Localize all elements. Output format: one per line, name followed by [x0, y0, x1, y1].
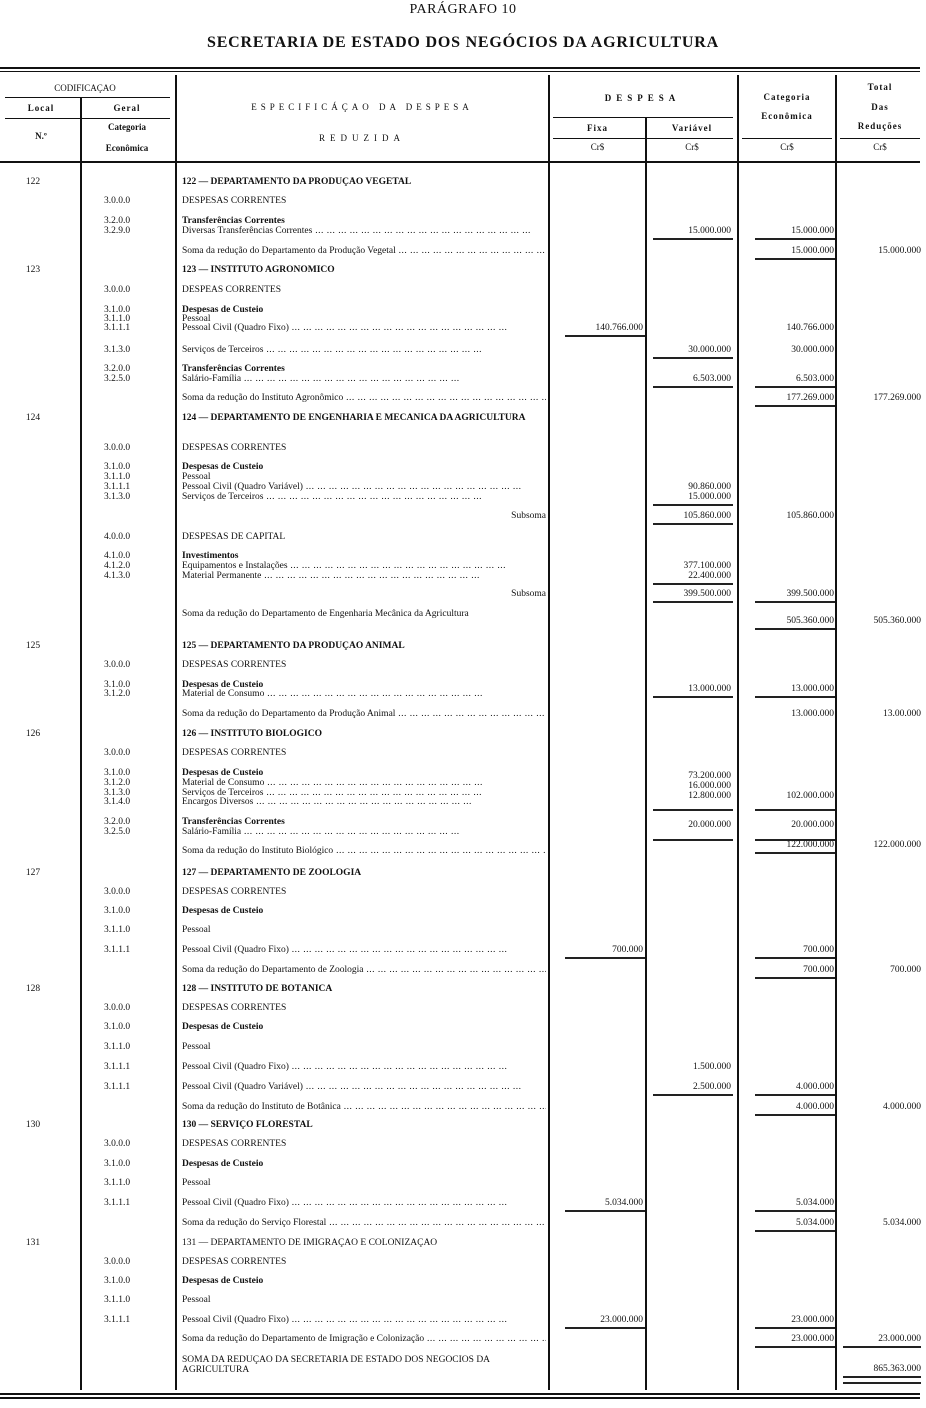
- expense-description: DESPESAS CORRENTES: [182, 887, 287, 897]
- expense-description: Material Permanente ... .: [182, 571, 546, 581]
- category-code: 3.1.0.0: [104, 1159, 131, 1169]
- header-total: Total: [867, 82, 893, 92]
- category-code: 4.1.3.0: [104, 571, 131, 581]
- expense-description: Soma da redução do Instituto de Botânica ... .: [182, 1102, 546, 1112]
- value-cat: 4.000.000: [796, 1082, 834, 1092]
- category-code: 3.1.1.1: [104, 482, 131, 492]
- column-divider: [645, 118, 647, 1390]
- category-code: 3.1.0.0: [104, 1276, 131, 1286]
- expense-description: Despesas de Custeio: [182, 305, 264, 315]
- local-number: 131: [25, 1238, 41, 1248]
- local-number: 123: [25, 265, 41, 275]
- value-cat: 23.000.000: [791, 1334, 834, 1344]
- header-categoria-economica: Econômica: [761, 111, 813, 121]
- header-categoria: Categoria: [108, 122, 146, 132]
- value-cat: 122.000.000: [786, 840, 834, 850]
- expense-description: Salário-Família ... .: [182, 827, 546, 837]
- expense-description: Pessoal: [182, 925, 211, 935]
- sum-rule: [755, 1230, 835, 1232]
- column-divider: [737, 75, 739, 1390]
- expense-description: DESPESAS CORRENTES: [182, 1003, 287, 1013]
- local-number: 128: [25, 984, 41, 994]
- category-code: 3.1.0.0: [104, 768, 131, 778]
- value-total: 177.269.000: [873, 393, 921, 403]
- expense-description: Pessoal: [182, 1042, 211, 1052]
- value-cat: 700.000: [803, 945, 834, 955]
- header-rule: [5, 118, 170, 119]
- sum-rule: [653, 504, 733, 506]
- expense-description: Material de Consumo ... .: [182, 689, 546, 699]
- sum-rule: [755, 405, 835, 407]
- category-code: 3.1.1.1: [104, 1315, 131, 1325]
- value-cat: 30.000.000: [791, 345, 834, 355]
- expense-description: Serviços de Terceiros ... .: [182, 345, 546, 355]
- expense-description: Transferências Correntes: [182, 364, 285, 374]
- page-title: SECRETARIA DE ESTADO DOS NEGÓCIOS DA AGRICULTURA: [207, 34, 719, 51]
- category-code: 3.0.0.0: [104, 887, 131, 897]
- value-total: 122.000.000: [873, 840, 921, 850]
- value-cat: 102.000.000: [786, 791, 834, 801]
- sum-rule: [653, 357, 733, 359]
- category-code: 4.0.0.0: [104, 532, 131, 542]
- value-fixa: 700.000: [612, 945, 643, 955]
- value-cat: 105.860.000: [786, 511, 834, 521]
- local-number: 126: [25, 729, 41, 739]
- sum-rule: [755, 1210, 835, 1212]
- category-code: 3.0.0.0: [104, 1003, 131, 1013]
- sum-rule: [755, 238, 835, 240]
- top-rule: [0, 67, 920, 69]
- sum-rule: [653, 1094, 733, 1096]
- value-total: 13.00.000: [883, 709, 921, 719]
- category-code: 3.0.0.0: [104, 443, 131, 453]
- expense-description: SOMA DA REDUÇÃO DA SECRETARIA DE ESTADO DOS NEGÓCIOS DA AGRICULTURA: [182, 1355, 490, 1375]
- value-cat: 399.500.000: [786, 589, 834, 599]
- expense-description: Material de Consumo ... .: [182, 778, 546, 788]
- expense-description: Encargos Diversos ... .: [182, 797, 546, 807]
- expense-description: Soma da redução do Departamento de Engenharia Mecânica da Agricultura: [182, 609, 469, 619]
- category-code: 3.1.2.0: [104, 778, 131, 788]
- expense-description: DESPESAS DE CAPITAL: [182, 532, 286, 542]
- sum-rule: [653, 386, 733, 388]
- category-code: 3.1.1.1: [104, 1062, 131, 1072]
- value-cat: 700.000: [803, 965, 834, 975]
- expense-description: Pessoal Civil (Quadro Variável) ... .: [182, 482, 546, 492]
- sum-rule: [755, 957, 835, 959]
- value-var: 22.400.000: [688, 571, 731, 581]
- header-currency: Cr$: [873, 142, 887, 152]
- value-total: 700.000: [890, 965, 921, 975]
- value-var: 73.200.000: [688, 771, 731, 781]
- category-code: 3.1.0.0: [104, 680, 131, 690]
- category-code: 3.1.1.0: [104, 1042, 131, 1052]
- sum-rule: [755, 1094, 835, 1096]
- expense-description: Salário-Família ... .: [182, 374, 546, 384]
- value-total: 4.000.000: [883, 1102, 921, 1112]
- sum-rule: [565, 335, 645, 337]
- sum-rule: [653, 809, 733, 811]
- value-cat: 23.000.000: [791, 1315, 834, 1325]
- header-reduzida: REDUZIDA: [319, 133, 405, 143]
- category-code: 3.1.0.0: [104, 305, 131, 315]
- header-rule: [5, 97, 170, 98]
- sum-rule: [565, 1210, 645, 1212]
- category-code: 3.2.9.0: [104, 226, 131, 236]
- value-var: 377.100.000: [683, 561, 731, 571]
- expense-description: DESPESAS CORRENTES: [182, 660, 287, 670]
- expense-description: Pessoal: [182, 314, 211, 324]
- category-code: 3.1.1.0: [104, 472, 131, 482]
- local-number: 122: [25, 177, 41, 187]
- category-code: 3.2.0.0: [104, 364, 131, 374]
- category-code: 3.1.1.1: [104, 945, 131, 955]
- expense-description: Investimentos: [182, 551, 239, 561]
- value-cat: 5.034.000: [796, 1198, 834, 1208]
- expense-description: Pessoal Civil (Quadro Fixo) ... .: [182, 1198, 546, 1208]
- expense-description: Pessoal Civil (Quadro Fixo) ... .: [182, 1062, 546, 1072]
- header-currency: Cr$: [780, 142, 794, 152]
- category-code: 3.1.2.0: [104, 689, 131, 699]
- sum-rule: [755, 258, 835, 260]
- value-cat: 140.766.000: [786, 323, 834, 333]
- value-var: 15.000.000: [688, 226, 731, 236]
- value-var: 2.500.000: [693, 1082, 731, 1092]
- sum-rule: [755, 1114, 835, 1116]
- value-var: 15.000.000: [688, 492, 731, 502]
- category-code: 3.1.4.0: [104, 797, 131, 807]
- value-var: 90.860.000: [688, 482, 731, 492]
- category-code: 3.0.0.0: [104, 285, 131, 295]
- local-number: 127: [25, 868, 41, 878]
- category-code: 3.2.5.0: [104, 374, 131, 384]
- section-title: 127 — DEPARTAMENTO DE ZOOLOGIA: [182, 868, 362, 878]
- expense-description: Soma da redução do Departamento da Produção Animal ... .: [182, 709, 546, 719]
- section-title: 128 — INSTITUTO DE BOTÂNICA: [182, 984, 333, 994]
- sum-rule: [755, 628, 835, 630]
- expense-description: Despesas de Custeio: [182, 1022, 264, 1032]
- sum-rule: [653, 696, 733, 698]
- header-currency: Cr$: [590, 142, 605, 152]
- value-cat: 505.360.000: [786, 616, 834, 626]
- sum-rule: [755, 852, 835, 854]
- expense-description: Pessoal: [182, 1178, 211, 1188]
- value-total: 865.363.000: [873, 1364, 921, 1374]
- section-title: 126 — INSTITUTO BIOLÓGICO: [182, 729, 322, 739]
- expense-description: Pessoal: [182, 472, 211, 482]
- value-fixa: 23.000.000: [600, 1315, 643, 1325]
- category-code: 4.1.0.0: [104, 551, 131, 561]
- section-title: 122 — DEPARTAMENTO DA PRODUÇÃO VEGETAL: [182, 177, 412, 187]
- header-total: Das: [871, 102, 889, 112]
- expense-description: Despesas de Custeio: [182, 462, 264, 472]
- expense-description: DESPEAS CORRENTES: [182, 285, 281, 295]
- section-title: 123 — INSTITUTO AGRONÔMICO: [182, 265, 335, 275]
- category-code: 3.1.3.0: [104, 345, 131, 355]
- value-total: 5.034.000: [883, 1218, 921, 1228]
- expense-description: 131 — DEPARTAMENTO DE IMIGRAÇÃO E COLONIZAÇÃO: [182, 1238, 438, 1248]
- expense-description: Soma da redução do Departamento de Zoologia ... .: [182, 965, 546, 975]
- expense-description: DESPESAS CORRENTES: [182, 443, 287, 453]
- sum-rule: [755, 977, 835, 979]
- header-rule: [553, 138, 733, 139]
- column-divider: [80, 97, 82, 1390]
- sum-rule: [843, 1346, 921, 1348]
- section-title: 125 — DEPARTAMENTO DA PRODUÇÃO ANIMAL: [182, 641, 405, 651]
- paragraph-heading: PARÁGRAFO 10: [409, 2, 517, 17]
- expense-description: Soma da redução do Instituto Agronômico ... .: [182, 393, 546, 403]
- header-rule: [742, 138, 832, 139]
- bottom-rule: [0, 1393, 920, 1395]
- value-total: 15.000.000: [878, 246, 921, 256]
- sum-rule: [653, 583, 733, 585]
- sum-rule: [755, 386, 835, 388]
- sum-rule: [843, 1382, 921, 1384]
- expense-description: Soma da redução do Departamento de Imigração e Colonização ... .: [182, 1334, 546, 1344]
- sum-rule: [755, 809, 835, 811]
- value-fixa: 5.034.000: [605, 1198, 643, 1208]
- sum-rule: [653, 238, 733, 240]
- value-cat: 13.000.000: [791, 709, 834, 719]
- local-number: 130: [25, 1120, 41, 1130]
- header-local: Local: [27, 103, 55, 113]
- value-var: 6.503.000: [693, 374, 731, 384]
- expense-description: Despesas de Custeio: [182, 1276, 264, 1286]
- header-economica: Econômica: [105, 143, 149, 153]
- expense-description: Serviços de Terceiros ... .: [182, 788, 546, 798]
- expense-description: Subsoma: [511, 589, 546, 599]
- category-code: 3.0.0.0: [104, 1139, 131, 1149]
- category-code: 3.1.0.0: [104, 462, 131, 472]
- expense-description: Pessoal Civil (Quadro Variável) ... .: [182, 1082, 546, 1092]
- value-cat: 5.034.000: [796, 1218, 834, 1228]
- value-var: 20.000.000: [688, 820, 731, 830]
- value-total: 505.360.000: [873, 616, 921, 626]
- value-var: 30.000.000: [688, 345, 731, 355]
- value-cat: 20.000.000: [791, 820, 834, 830]
- value-var: 16.000.000: [688, 781, 731, 791]
- sum-rule: [755, 1327, 835, 1329]
- expense-description: DESPESAS CORRENTES: [182, 1139, 287, 1149]
- header-geral: Geral: [113, 103, 141, 113]
- header-currency: Cr$: [685, 142, 699, 152]
- expense-description: Diversas Transferências Correntes ... .: [182, 226, 546, 236]
- sum-rule: [653, 523, 733, 525]
- expense-description: DESPESAS CORRENTES: [182, 748, 287, 758]
- header-rule: [553, 117, 733, 118]
- value-cat: 15.000.000: [791, 226, 834, 236]
- expense-description: DESPESAS CORRENTES: [182, 196, 287, 206]
- header-variavel: Variável: [671, 123, 713, 133]
- category-code: 3.1.1.0: [104, 1178, 131, 1188]
- category-code: 3.0.0.0: [104, 748, 131, 758]
- category-code: 3.2.0.0: [104, 817, 131, 827]
- section-title: 124 — DEPARTAMENTO DE ENGENHARIA E MECANICA DA AGRICULTURA: [182, 413, 526, 423]
- value-cat: 4.000.000: [796, 1102, 834, 1112]
- value-total: 23.000.000: [878, 1334, 921, 1344]
- expense-description: Despesas de Custeio: [182, 1159, 264, 1169]
- value-cat: 177.269.000: [786, 393, 834, 403]
- sum-rule: [755, 696, 835, 698]
- category-code: 3.2.5.0: [104, 827, 131, 837]
- value-var: 105.860.000: [683, 511, 731, 521]
- value-cat: 6.503.000: [796, 374, 834, 384]
- header-categoria-economica: Categoria: [763, 92, 811, 102]
- category-code: 3.2.0.0: [104, 216, 131, 226]
- local-number: 125: [25, 641, 41, 651]
- sum-rule: [653, 601, 733, 603]
- expense-description: Pessoal Civil (Quadro Fixo) ... .: [182, 945, 546, 955]
- expense-description: Pessoal Civil (Quadro Fixo) ... .: [182, 323, 546, 333]
- category-code: 3.1.3.0: [104, 788, 131, 798]
- expense-description: Pessoal: [182, 1295, 211, 1305]
- header-fixa: Fixa: [587, 123, 608, 133]
- column-divider: [175, 75, 177, 1390]
- value-var: 1.500.000: [693, 1062, 731, 1072]
- expense-description: Despesas de Custeio: [182, 768, 264, 778]
- category-code: 3.1.1.0: [104, 925, 131, 935]
- expense-description: Pessoal Civil (Quadro Fixo) ... .: [182, 1315, 546, 1325]
- column-divider: [835, 75, 837, 1390]
- header-total: Reduções: [857, 121, 903, 131]
- expense-description: Transferências Correntes: [182, 817, 285, 827]
- section-title: 130 — SERVIÇO FLORESTAL: [182, 1120, 313, 1130]
- sum-rule: [843, 1376, 921, 1378]
- header-numero: N.º: [35, 131, 47, 141]
- category-code: 3.1.1.1: [104, 1082, 131, 1092]
- expense-description: Serviços de Terceiros ... .: [182, 492, 546, 502]
- value-cat: 13.000.000: [791, 684, 834, 694]
- category-code: 3.1.1.1: [104, 1198, 131, 1208]
- category-code: 3.1.1.0: [104, 1295, 131, 1305]
- expense-description: Soma da redução do Instituto Biológico ... .: [182, 846, 546, 856]
- sum-rule: [565, 1327, 645, 1329]
- sum-rule: [755, 1346, 835, 1348]
- bottom-rule-thin: [0, 1397, 920, 1399]
- sum-rule: [565, 957, 645, 959]
- header-despesa: DESPESA: [604, 93, 681, 103]
- top-rule-thin: [0, 71, 920, 72]
- category-code: 3.0.0.0: [104, 660, 131, 670]
- header-bottom-rule: [0, 161, 920, 163]
- value-fixa: 140.766.000: [595, 323, 643, 333]
- local-number: 124: [25, 413, 41, 423]
- column-divider: [548, 75, 550, 1390]
- value-var: 399.500.000: [683, 589, 731, 599]
- expense-description: Despesas de Custeio: [182, 680, 264, 690]
- category-code: 3.0.0.0: [104, 1257, 131, 1267]
- expense-description: DESPESAS CORRENTES: [182, 1257, 287, 1267]
- expense-description: Soma da redução do Serviço Florestal ... .: [182, 1218, 546, 1228]
- expense-description: Transferências Correntes: [182, 216, 285, 226]
- header-codificacao: CODIFICAÇAO: [54, 83, 116, 93]
- expense-description: Soma da redução do Departamento da Produção Vegetal ... .: [182, 246, 546, 256]
- expense-description: Despesas de Custeio: [182, 906, 264, 916]
- header-rule: [840, 138, 920, 139]
- value-cat: 15.000.000: [791, 246, 834, 256]
- expense-description: Subsoma: [511, 511, 546, 521]
- category-code: 3.1.3.0: [104, 492, 131, 502]
- category-code: 3.0.0.0: [104, 196, 131, 206]
- header-especificacao: ESPECIFICÁÇAO DA DESPESA: [251, 102, 473, 112]
- category-code: 3.1.0.0: [104, 906, 131, 916]
- expense-description: Equipamentos e Instalações ... .: [182, 561, 546, 571]
- value-var: 12.800.000: [688, 791, 731, 801]
- category-code: 4.1.2.0: [104, 561, 131, 571]
- sum-rule: [755, 601, 835, 603]
- category-code: 3.1.0.0: [104, 1022, 131, 1032]
- category-code: 3.1.1.1: [104, 323, 131, 333]
- category-code: 3.1.1.0: [104, 314, 131, 324]
- value-var: 13.000.000: [688, 684, 731, 694]
- sum-rule: [653, 839, 733, 841]
